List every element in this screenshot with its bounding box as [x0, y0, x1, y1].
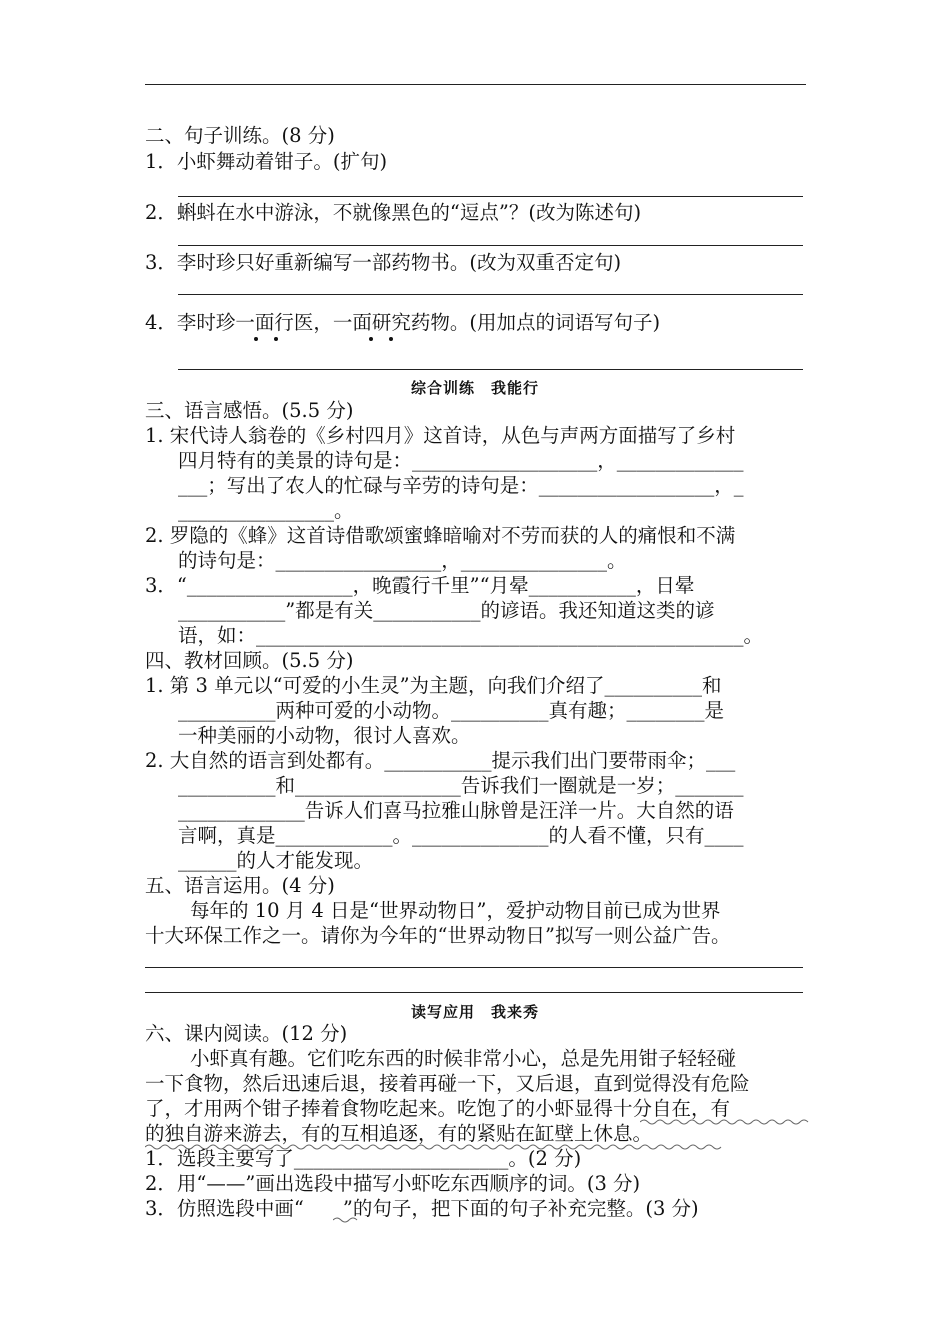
passage-line4: 的独自游来游去，有的互相追逐，有的紧贴在缸壁上休息。 — [145, 1122, 653, 1145]
question-3-3-line1: 3．“_________________，晚霞行千里”“月晕___________，日晕 — [145, 574, 695, 597]
wavy-underline — [640, 1118, 810, 1126]
question-4-1-line1: 1. 第 3 单元以“可爱的小生灵”为主题，向我们介绍了__________和 — [145, 674, 722, 697]
question-6-2: 2．用“——”画出选段中描写小虾吃东西顺序的词。(3 分) — [145, 1172, 641, 1195]
question-4-2-line5: ______的人才能发现。 — [178, 849, 374, 872]
emphasis-dot — [274, 337, 278, 341]
question-6-1: 1．选段主要写了______________________。(2 分) — [145, 1147, 582, 1170]
question-3-1-line1: 1. 宋代诗人翁卷的《乡村四月》这首诗，从色与声两方面描写了乡村 — [145, 424, 736, 447]
question-3-3-line3: 语，如：__________________________________________________。 — [178, 624, 764, 647]
section-3-title: 三、语言感悟。(5.5 分) — [145, 399, 354, 422]
section-2-title: 二、句子训练。(8 分) — [145, 124, 335, 147]
section-5-title: 五、语言运用。(4 分) — [145, 874, 335, 897]
question-3-1-line2: 四月特有的美景的诗句是：___________________，_____________ — [178, 449, 744, 472]
question-4-2-line4: 言啊，真是____________。______________的人看不懂，只有____ — [178, 824, 744, 847]
question-3-3-line2: ___________”都是有关___________的谚语。我还知道这类的谚 — [178, 599, 715, 622]
wavy-underline-sample — [333, 1216, 363, 1224]
question-2-3: 3．李时珍只好重新编写一部药物书。(改为双重否定句) — [145, 251, 622, 274]
question-3-1-line3: ___；写出了农人的忙碌与辛劳的诗句是：__________________，_ — [178, 474, 744, 497]
answer-line-5-1[interactable] — [145, 967, 803, 968]
emphasis-dot — [389, 337, 393, 341]
question-2-1: 1．小虾舞动着钳子。(扩句) — [145, 150, 388, 173]
top-rule — [145, 84, 806, 85]
answer-line-2-4[interactable] — [178, 369, 803, 370]
question-3-2-line1: 2. 罗隐的《蜂》这首诗借歌颂蜜蜂暗喻对不劳而获的人的痛恨和不满 — [145, 524, 736, 547]
question-6-3: 3．仿照选段中画“ ”的句子，把下面的句子补充完整。(3 分) — [145, 1197, 699, 1220]
question-4-2-line2: __________和_________________告诉我们一圈就是一岁；_______ — [178, 774, 744, 797]
section-5-paragraph-line1: 每年的 10 月 4 日是“世界动物日”，爱护动物目前已成为世界 — [190, 899, 721, 922]
question-3-1-line4: ________________。 — [178, 499, 354, 522]
question-2-2: 2．蝌蚪在水中游泳，不就像黑色的“逗点”？(改为陈述句) — [145, 201, 642, 224]
passage-line1: 小虾真有趣。它们吃东西的时候非常小心，总是先用钳子轻轻碰 — [190, 1047, 737, 1070]
emphasis-dot — [254, 337, 258, 341]
passage-line3: 了，才用两个钳子捧着食物吃起来。吃饱了的小虾显得十分自在，有 — [145, 1097, 731, 1120]
passage-line2: 一下食物，然后迅速后退，接着再碰一下，又后退，直到觉得没有危险 — [145, 1072, 750, 1095]
question-4-1-line3: 一种美丽的小动物，很讨人喜欢。 — [178, 724, 471, 747]
emphasis-dot — [369, 337, 373, 341]
heading-comprehensive: 综合训练 我能行 — [410, 379, 539, 397]
question-4-1-line2: __________两种可爱的小动物。__________真有趣；________是 — [178, 699, 725, 722]
question-3-2-line2: 的诗句是：_________________，_______________。 — [178, 549, 627, 572]
answer-line-2-2[interactable] — [178, 245, 803, 246]
section-5-paragraph-line2: 十大环保工作之一。请你为今年的“世界动物日”拟写一则公益广告。 — [145, 924, 731, 947]
question-4-2-line1: 2. 大自然的语言到处都有。___________提示我们出门要带雨伞；___ — [145, 749, 736, 772]
answer-line-2-1[interactable] — [178, 196, 803, 197]
question-2-4: 4．李时珍一面行医，一面研究药物。(用加点的词语写句子) — [145, 311, 661, 334]
section-4-title: 四、教材回顾。(5.5 分) — [145, 649, 354, 672]
answer-line-2-3[interactable] — [178, 294, 803, 295]
answer-line-5-2[interactable] — [145, 992, 803, 993]
section-6-title: 六、课内阅读。(12 分) — [145, 1022, 348, 1045]
heading-reading-writing: 读写应用 我来秀 — [410, 1003, 539, 1021]
question-4-2-line3: _____________告诉人们喜马拉雅山脉曾是汪洋一片。大自然的语 — [178, 799, 734, 822]
